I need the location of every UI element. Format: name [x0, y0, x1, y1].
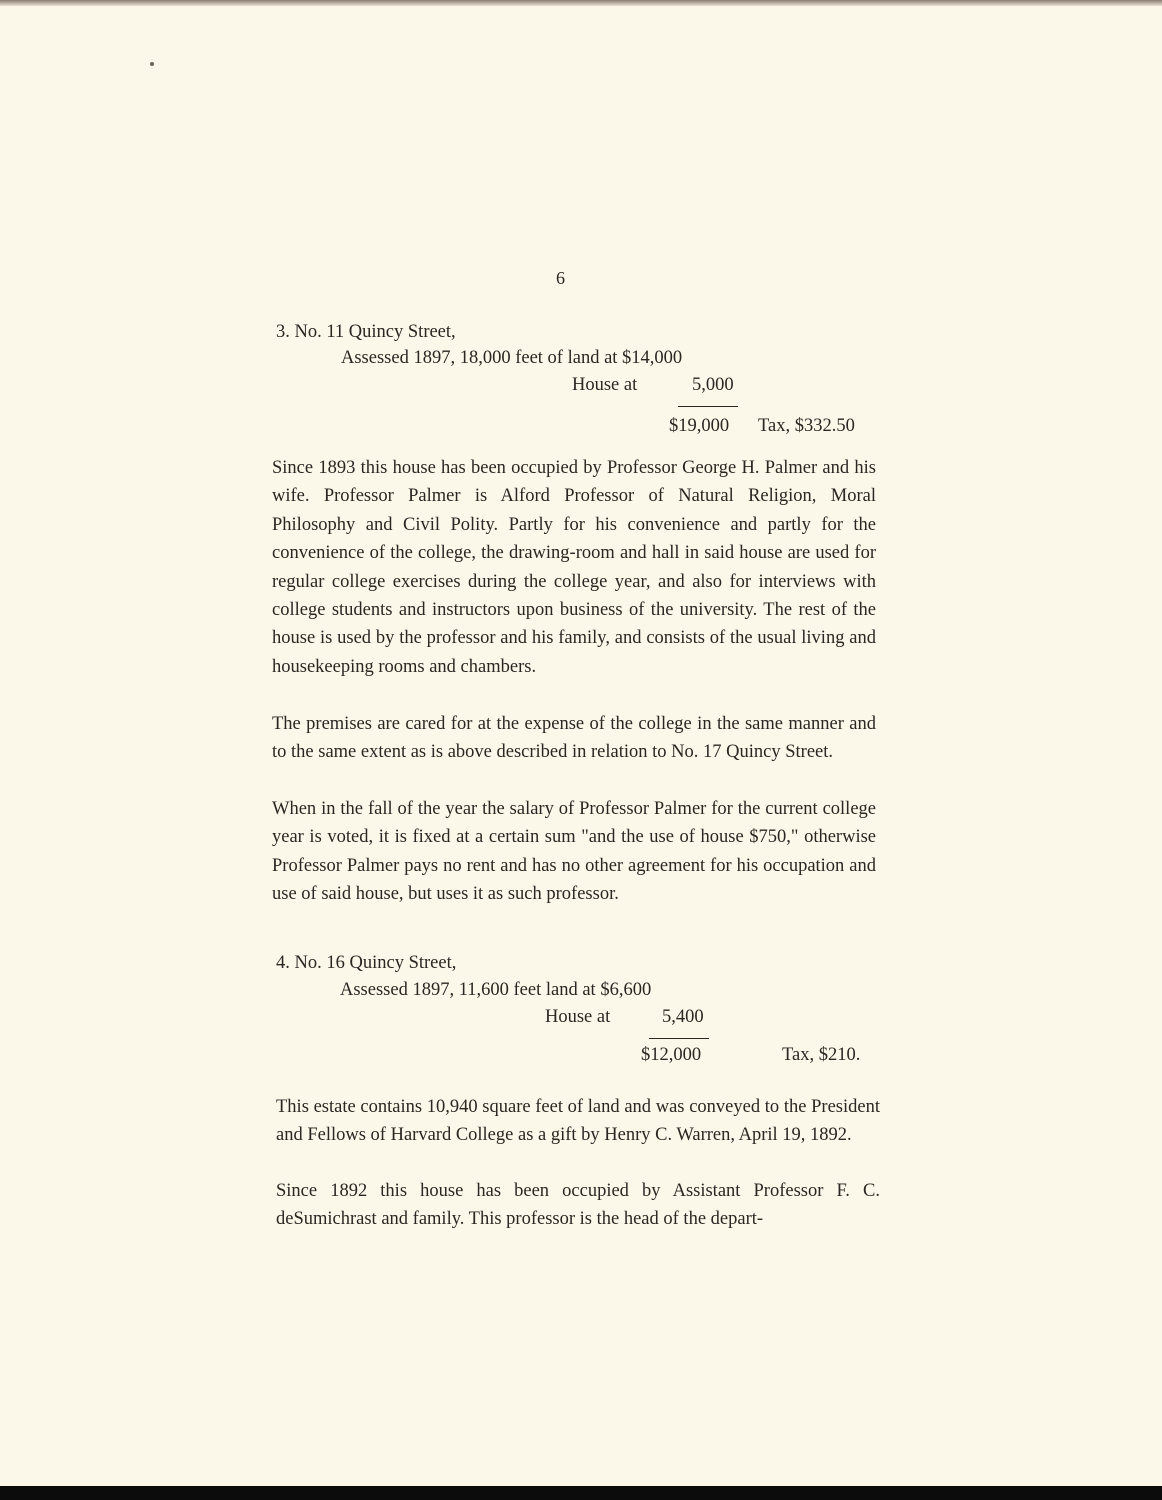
entry4-assessed-line: Assessed 1897, 11,600 feet land at $6,600 — [340, 980, 652, 1000]
paragraph-occupancy-16-quincy: Since 1892 this house has been occupied by Assistant Professor F. C. deSumichrast and family. This professor is the head of the depart- — [276, 1181, 880, 1230]
entry3-total: $19,000 — [669, 416, 730, 436]
entry4-total: $12,000 — [641, 1045, 702, 1065]
entry4-house-value: 5,400 — [662, 1007, 704, 1027]
paragraph-premises-care: The premises are cared for at the expense of the college in the same manner and to the same extent as is above described in relation to No. 17 Quincy Street. — [272, 714, 876, 763]
entry3-heading: 3. No. 11 Quincy Street, — [276, 322, 456, 342]
entry4-heading: 4. No. 16 Quincy Street, — [276, 953, 457, 973]
entry4-tax: Tax, $210. — [782, 1045, 861, 1065]
paper-speck — [150, 62, 154, 66]
paragraph-estate-gift: This estate contains 10,940 square feet of land and was conveyed to the President and Fellows of Harvard College as a gift by Henry C. Warren, April 19, 1892. — [276, 1097, 880, 1146]
entry3-house-value: 5,000 — [692, 375, 734, 395]
page-bottom-edge — [0, 1486, 1162, 1500]
page-top-edge — [0, 0, 1162, 6]
entry4-house-label: House at — [545, 1007, 611, 1027]
page-number: 6 — [556, 268, 565, 288]
entry4-sum-rule — [649, 1038, 709, 1039]
entry3-sum-rule — [678, 406, 738, 407]
paragraph-occupancy-11-quincy: Since 1893 this house has been occupied by Professor George H. Palmer and his wife. Professor Palmer is Alford Professor of Natural Religion, Moral Philosophy and Civil Polity. Partly for his convenience and partly for the convenience of the college, the drawing-room and hall in said house are used for regular college exercises during the college year, and also for interviews with college students and instructors upon business of the university. The rest of the house is used by the professor and his family, and consists of the usual living and housekeeping rooms and chambers. — [272, 458, 876, 677]
entry3-house-label: House at — [572, 375, 638, 395]
paragraph-salary: When in the fall of the year the salary of Professor Palmer for the current college year is voted, it is fixed at a certain sum "and the use of house $750," otherwise Professor Palmer pays no rent and has no other agreement for his occupation and use of said house, but uses it as such professor. — [272, 799, 876, 905]
entry3-assessed-line: Assessed 1897, 18,000 feet of land at $14,000 — [341, 348, 683, 368]
entry3-tax: Tax, $332.50 — [758, 416, 855, 436]
